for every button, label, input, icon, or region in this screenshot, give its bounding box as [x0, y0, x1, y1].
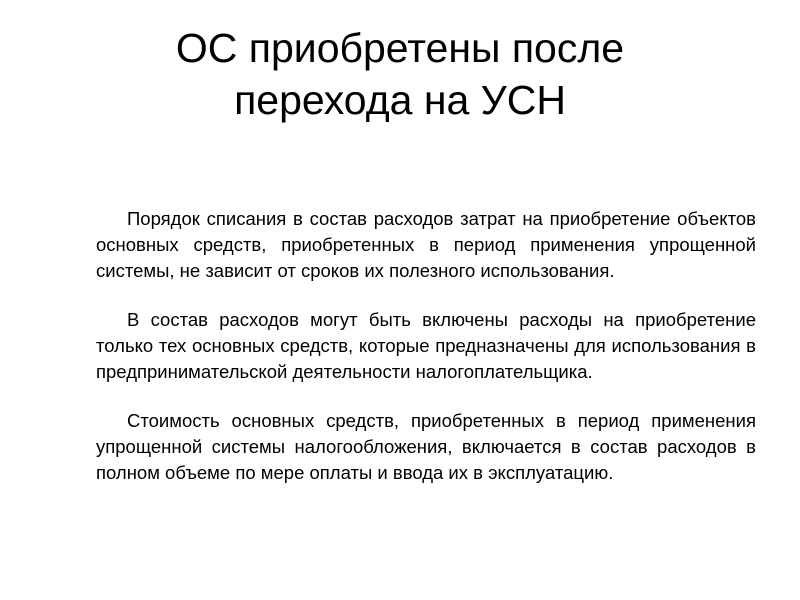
slide-body: [96, 206, 756, 486]
slide-title-line-1: ОС приобретены после: [175, 25, 625, 71]
slide-title-line-2: перехода на УСН: [234, 77, 566, 123]
paragraph-3: Стоимость основных средств, приобретенных в период применения упрощенной системы налогообложения, включается в состав расходов в полном объеме по мере оплаты и ввода их в эксплуатацию.: [96, 410, 756, 483]
paragraph-1: Порядок списания в состав расходов затрат на приобретение объектов основных средств, приобретенных в период применения упрощенной системы, не зависит от сроков их полезного использования.: [96, 208, 756, 281]
slide-title: [0, 22, 800, 126]
paragraph-2: В состав расходов могут быть включены расходы на приобретение только тех основных средств, которые предназначены для использования в предпринимательской деятельности налогоплательщика.: [96, 309, 756, 382]
